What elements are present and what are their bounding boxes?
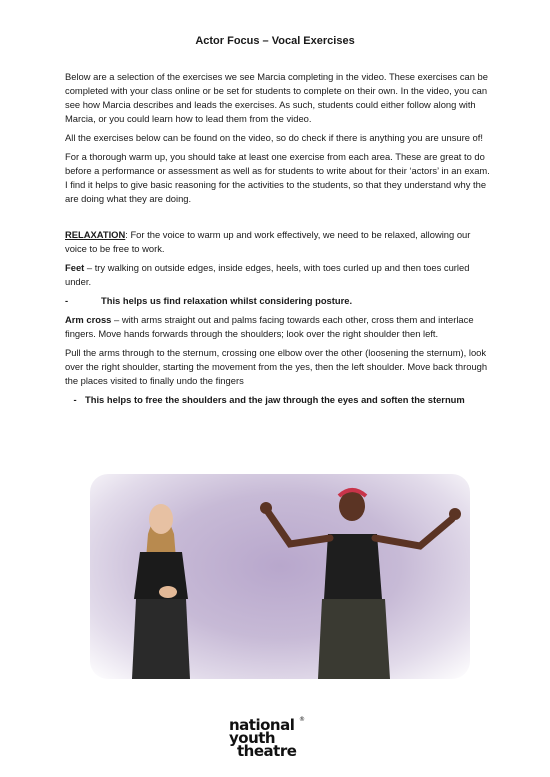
left-performer-figure <box>132 504 190 679</box>
logo-line-national: national <box>229 716 295 734</box>
relaxation-paragraph <box>65 228 490 256</box>
feet-text: – try walking on outside edges, inside edges, heels, with toes curled up and then toes curled under. <box>65 262 470 287</box>
relaxation-text: : For the voice to warm up and work effectively, we need to be relaxed, allowing our voice to be free to work. <box>65 229 471 254</box>
note-text: This helps to free the shoulders and the jaw through the eyes and soften the sternum <box>85 394 465 405</box>
spacer <box>65 211 490 228</box>
page-title: Actor Focus – Vocal Exercises <box>195 35 355 47</box>
relaxation-heading: RELAXATION <box>65 229 126 240</box>
photo-illustration <box>90 474 470 679</box>
intro-paragraph: Below are a selection of the exercises we see Marcia completing in the video. These exercises can be completed with your class online or be set for students to complete on their own. In the video, you can see how Marcia describes and leads the exercises. As such, students could either follow along with Marcia, or you could learn how to lead them from the video. <box>65 71 488 124</box>
arm-cross-paragraph <box>65 313 490 341</box>
logo-line-theatre: theatre <box>237 742 297 760</box>
feet-paragraph <box>65 261 490 289</box>
performers-photo <box>90 474 470 679</box>
arm-cross-text: – with arms straight out and palms facing towards each other, cross them and interlace fingers. Move hands forwards through the shoulders; look over the right shoulder then left. <box>65 314 474 339</box>
pull-paragraph: Pull the arms through to the sternum, crossing one elbow over the other (loosening the sternum), look over the right shoulder, starting the movement from the yes, then the left shoulder. Move back through the places visited to finally undo the fingers <box>65 347 488 386</box>
intro-paragraph: All the exercises below can be found on the video, so do check if there is anything you are unsure of! <box>65 132 483 143</box>
note-shoulders <box>65 393 490 407</box>
note-posture <box>65 294 490 308</box>
feet-heading: Feet <box>65 262 85 273</box>
bullet-dash: - <box>65 295 69 306</box>
document-body <box>65 70 490 407</box>
intro-paragraph: For a thorough warm up, you should take at least one exercise from each area. These are great to do before a performance or assessment as well as for students to write about for their ‘actors’ in an exam. I find it helps to give basic reasoning for the activities to the students, so that they understand why the are doing what they are doing. <box>65 151 490 204</box>
nyt-logo <box>229 718 313 768</box>
bullet-dash: - <box>73 394 77 405</box>
logo-registered-mark: ® <box>299 716 305 723</box>
arm-cross-heading: Arm cross <box>65 314 112 325</box>
right-performer-figure <box>260 490 461 679</box>
logo-line-youth: youth <box>229 729 276 747</box>
note-text: This helps us find relaxation whilst considering posture. <box>101 295 353 306</box>
